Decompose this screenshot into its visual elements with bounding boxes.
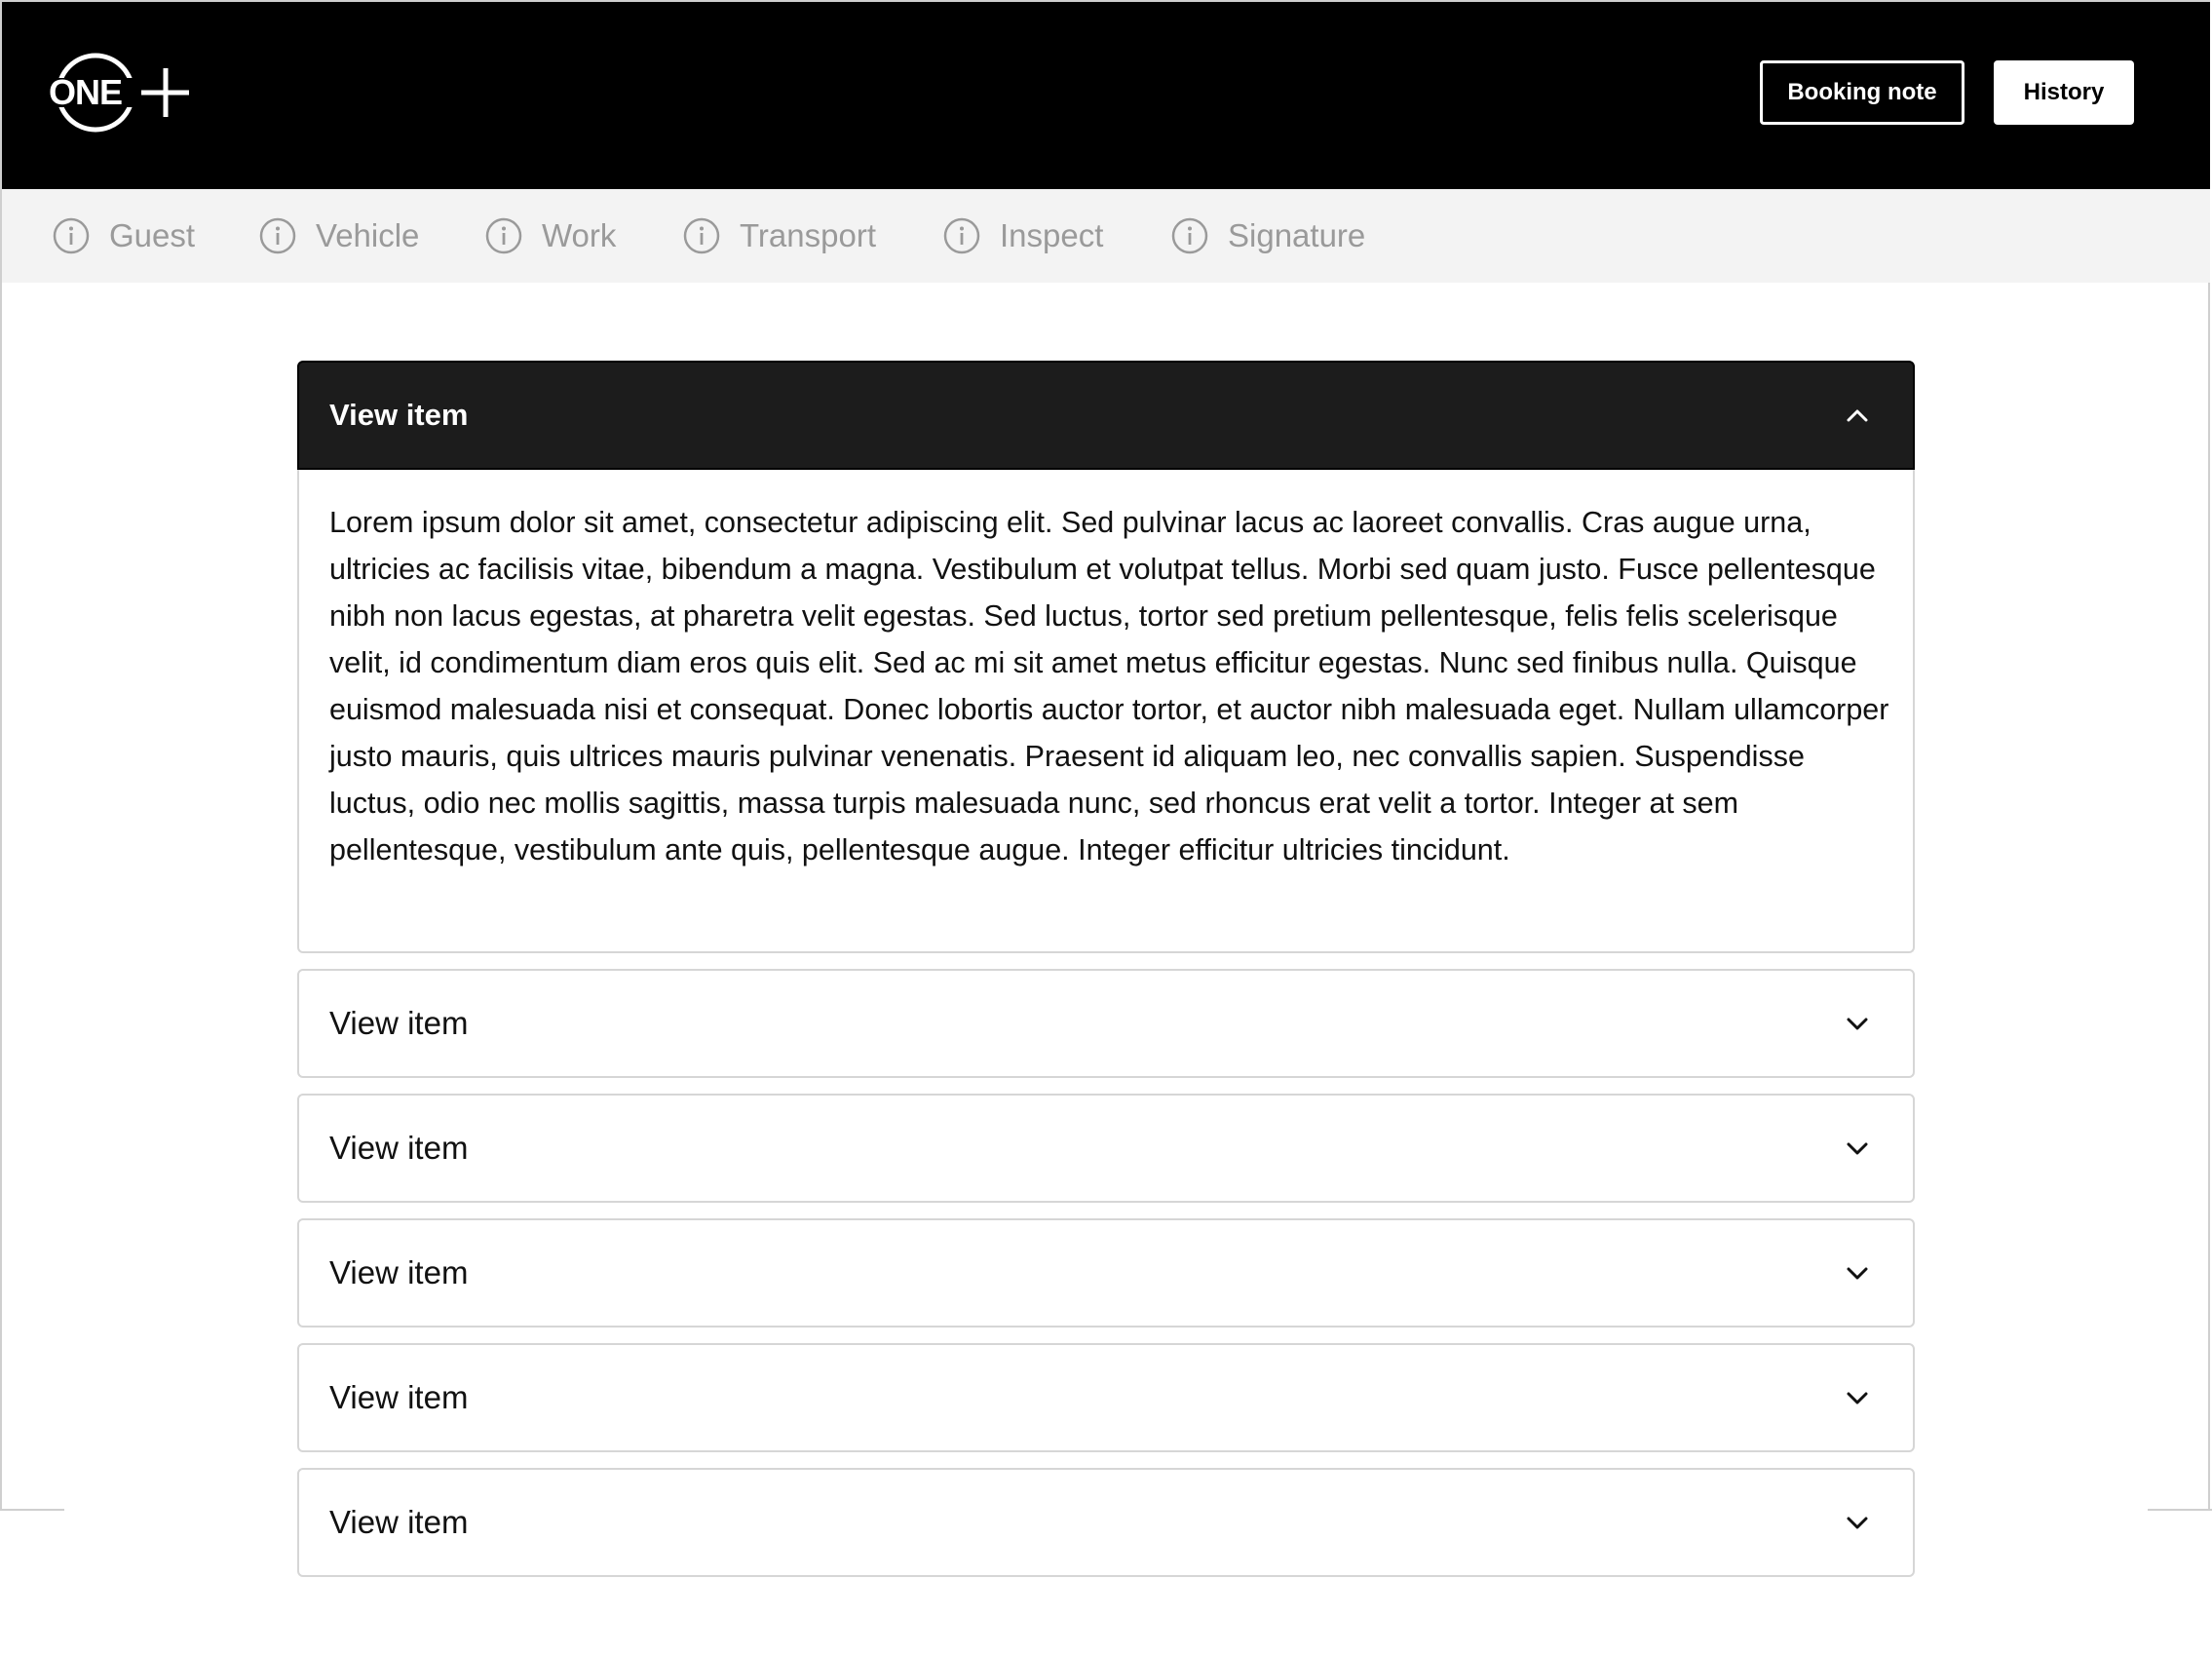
accordion-item-title: View item (329, 1254, 469, 1290)
chevron-down-icon (1843, 1134, 1872, 1163)
history-button[interactable]: History (1994, 60, 2134, 125)
tab-guest[interactable] (53, 189, 195, 283)
accordion-item[interactable] (297, 1094, 1915, 1203)
booking-note-button[interactable]: Booking note (1760, 60, 1964, 125)
accordion-body-text: Lorem ipsum dolor sit amet, consectetur adipiscing elit. Sed pulvinar lacus ac laoreet convallis. Cras augue urna, ultricies ac facilisis vitae, bibendum a magna. Vestibulum et volutpat tellus. Morbi sed quam justo. Fusce pellentesque nibh non lacus egestas, at pharetra velit egestas. Sed luctus, tortor sed pretium pellentesque, felis felis scelerisque velit, id condimentum diam eros quis elit. Sed ac mi sit amet metus efficitur egestas. Nunc sed finibus nulla. Quisque euismod malesuada nisi et consequat. Donec lobortis auctor tortor, et auctor nibh malesuada eget. Nullam ullamcorper justo mauris, quis ultrices mauris pulvinar venenatis. Praesent id aliquam leo, nec convallis sapien. Suspendisse luctus, odio nec mollis sagittis, massa turpis malesuada nunc, sed rhoncus erat velit a tortor. Integer at sem pellentesque, vestibulum ante quis, pellentesque augue. Integer efficitur ultricies tincidunt. (329, 506, 1889, 866)
top-header (2, 2, 2210, 189)
accordion-item-expanded-header[interactable] (297, 361, 1915, 470)
tab-label: Signature (1228, 217, 1366, 253)
tab-transport[interactable] (683, 189, 876, 283)
frame-edge (0, 1509, 64, 1511)
one-plus-logo (47, 51, 193, 135)
chevron-down-icon (1843, 1258, 1872, 1288)
accordion-item-content (297, 470, 1915, 953)
tab-label: Transport (740, 217, 876, 253)
accordion-item-title: View item (329, 398, 469, 432)
tab-inspect[interactable] (943, 189, 1103, 283)
info-icon (943, 217, 980, 254)
info-icon (485, 217, 522, 254)
tab-label: Vehicle (316, 217, 420, 253)
tab-label: Guest (109, 217, 196, 253)
chevron-down-icon (1843, 1383, 1872, 1412)
accordion-item-title: View item (329, 1130, 469, 1166)
info-icon (53, 217, 90, 254)
tab-label: Inspect (1000, 217, 1104, 253)
accordion-item-title: View item (329, 1005, 469, 1041)
svg-text:ONE: ONE (49, 72, 123, 112)
tab-vehicle[interactable] (259, 189, 419, 283)
info-icon (683, 217, 720, 254)
chevron-down-icon (1843, 1508, 1872, 1537)
accordion-item[interactable] (297, 1343, 1915, 1452)
chevron-down-icon (1843, 1009, 1872, 1038)
accordion-item-title: View item (329, 1504, 469, 1540)
step-tabs (2, 189, 2210, 283)
accordion-item[interactable] (297, 969, 1915, 1078)
tab-work[interactable] (485, 189, 616, 283)
tab-label: Work (542, 217, 617, 253)
accordion-item-title: View item (329, 1379, 469, 1415)
accordion-item[interactable] (297, 1218, 1915, 1328)
chevron-up-icon (1843, 401, 1872, 430)
info-icon (1171, 217, 1208, 254)
info-icon (259, 217, 296, 254)
frame-edge (2148, 1509, 2212, 1511)
tab-signature[interactable] (1171, 189, 1365, 283)
accordion-item[interactable] (297, 1468, 1915, 1577)
